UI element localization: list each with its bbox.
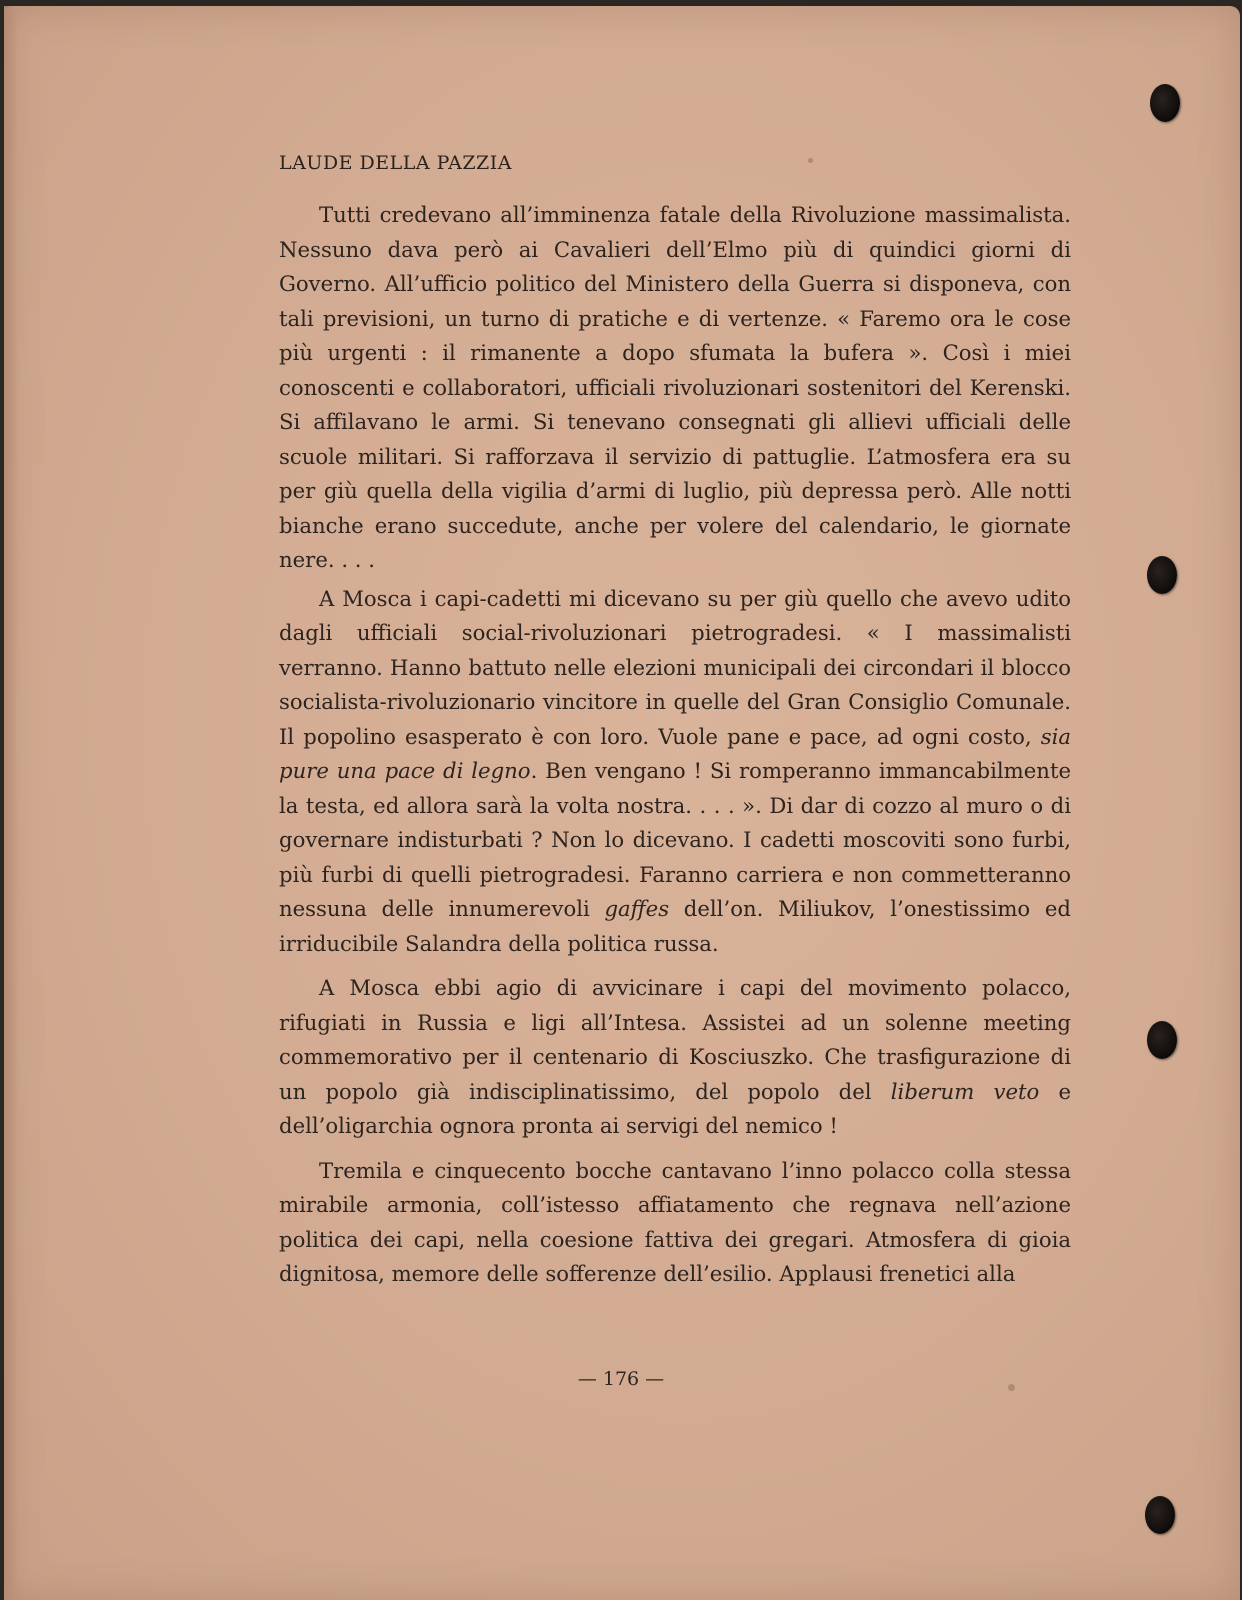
paragraph: A Mosca i capi-cadetti mi dicevano su per giù quello che avevo udito dagli ufficiali social-rivoluzionari pietrogradesi. « I massimalisti verranno. Hanno battuto nelle elezioni municipali dei circondari il blocco socialista-rivoluzionario vincitore in quelle del Gran Consiglio Comunale. Il popolino esasperato è con loro. Vuole pane e pace, ad ogni costo, sia pure una pace di legno. Ben vengano ! Si romperanno immancabilmente la testa, ed allora sarà la volta nostra. . . . ». Di dar di cozzo al muro o di governare indisturbati ? Non lo dicevano. I cadetti moscoviti sono furbi, più furbi di quelli pietrogradesi. Faranno carriera e non commetteranno nessuna delle innumerevoli gaffes dell’on. Miliukov, l’onestissimo ed irriducibile Salandra della politica russa. [279, 585, 1072, 956]
paragraph: Tutti credevano all’imminenza fatale della Rivoluzione massimalista. Nessuno dava però ai Cavalieri dell’Elmo più di quindici giorni di Governo. All’ufficio politico del Ministero della Guerra si disponeva, con tali previsioni, un turno di pratiche e di vertenze. « Faremo ora le cose più urgenti : il rimanente a dopo sfumata la bufera ». Così i miei conoscenti e collaboratori, ufficiali rivoluzionari sostenitori del Kerenski. Si affilavano le armi. Si tenevano consegnati gli allievi ufficiali delle scuole militari. Si rafforzava il servizio di pattuglie. L’atmosfera era su per giù quella della vigilia d’armi di luglio, più depressa però. Alle notti bianche erano succedute, anche per volere del calendario, le giornate nere. . . . [279, 202, 1071, 572]
punch-hole-icon [1150, 84, 1180, 122]
emphasis: gaffes [604, 896, 670, 921]
punch-hole-icon [1147, 556, 1177, 594]
punch-hole-icon [1147, 1021, 1177, 1059]
punch-hole-icon [1145, 1496, 1175, 1534]
paragraph: Tremila e cinquecento bocche cantavano l’inno polacco colla stessa mirabile armonia, coll’istesso affiatamento che regnava nell’azione politica dei capi, nella coesione fattiva dei gregari. Atmosfera di gioia dignitosa, memore delle sofferenze dell’esilio. Applausi frenetici alla [279, 1157, 1071, 1286]
body-text [279, 198, 1071, 1292]
paper-speck [808, 158, 813, 163]
paragraph: A Mosca ebbi agio di avvicinare i capi del movimento polacco, rifugiati in Russia e ligi all’Intesa. Assistei ad un solenne meeting commemorativo per il centenario di Kosciuszko. Che trasfigurazione di un popolo già indisciplinatissimo, del popolo del liberum veto e dell’oligarchia ognora pronta ai servigi del nemico ! [279, 975, 1071, 1138]
running-head: LAUDE DELLA PAZZIA [279, 152, 512, 174]
emphasis: liberum veto [890, 1078, 1040, 1104]
emphasis: sia pure una pace di legno [279, 723, 1071, 783]
page-edge-shadow [4, 6, 18, 1600]
page-number: — 176 — [577, 1368, 665, 1390]
